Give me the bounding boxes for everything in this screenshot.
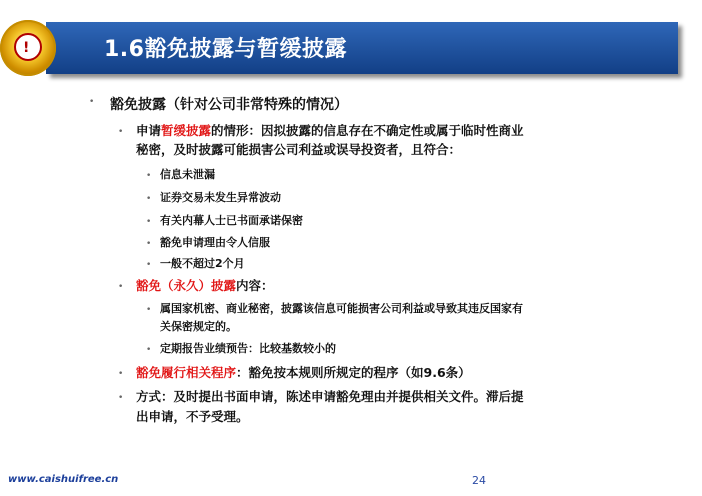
condition-item: 豁免申请理由令人信服 <box>160 236 270 249</box>
condition-item: 证券交易未发生异常波动 <box>160 191 281 204</box>
procedure-highlight: 豁免履行相关程序 <box>136 365 237 380</box>
condition-item: 信息未泄漏 <box>160 168 215 181</box>
exempt-highlight: 豁免（永久）披露 <box>136 278 237 293</box>
bullet-dot-icon: • <box>89 97 95 107</box>
defer-rule-line2: 秘密，及时披露可能损害公司利益或误导投资者，且符合： <box>136 142 462 157</box>
page-number: 24 <box>472 474 486 487</box>
bullet-dot-icon: • <box>118 393 124 403</box>
procedure-rule <box>136 363 471 383</box>
bullet-dot-icon: • <box>146 345 152 355</box>
defer-highlight: 暂缓披露 <box>161 123 212 138</box>
bullet-dot-icon: • <box>146 217 152 227</box>
bullet-dot-icon: • <box>146 305 152 315</box>
defer-rule-line1 <box>136 121 524 141</box>
footer-url: www.caishuifree.cn <box>8 474 119 485</box>
exempt-item-line2: 关保密规定的。 <box>160 320 237 333</box>
bullet-dot-icon: • <box>118 282 124 292</box>
exempt-item: 定期报告业绩预告：比较基数较小的 <box>160 342 336 355</box>
defer-rest: 的情形：因拟披露的信息存在不确定性或属于临时性商业 <box>211 123 524 138</box>
condition-item: 有关内幕人士已书面承诺保密 <box>160 214 303 227</box>
exempt-rest: 内容： <box>236 278 274 293</box>
bullet-dot-icon: • <box>146 239 152 249</box>
bullet-dot-icon: • <box>118 369 124 379</box>
logo-mark-icon: ! <box>23 40 30 56</box>
exempt-rule <box>136 276 274 296</box>
bullet-dot-icon: • <box>146 260 152 270</box>
procedure-rest: ：豁免按本规则所规定的程序（如9.6条） <box>236 365 471 380</box>
condition-item: 一般不超过2个月 <box>160 257 245 270</box>
bullet-dot-icon: • <box>118 127 124 137</box>
bullet-dot-icon: • <box>146 171 152 181</box>
slide-heading: 豁免披露（针对公司非常特殊的情况） <box>110 97 348 113</box>
method-line1: 方式：及时提出书面申请，陈述申请豁免理由并提供相关文件。滞后提 <box>136 389 524 404</box>
bullet-dot-icon: • <box>146 194 152 204</box>
method-line2: 出申请，不予受理。 <box>136 409 249 424</box>
slide-title: 1.6豁免披露与暂缓披露 <box>104 37 347 62</box>
defer-prefix: 申请 <box>136 123 162 138</box>
exempt-item-line1: 属国家机密、商业秘密，披露该信息可能损害公司利益或导致其违反国家有 <box>160 302 523 315</box>
